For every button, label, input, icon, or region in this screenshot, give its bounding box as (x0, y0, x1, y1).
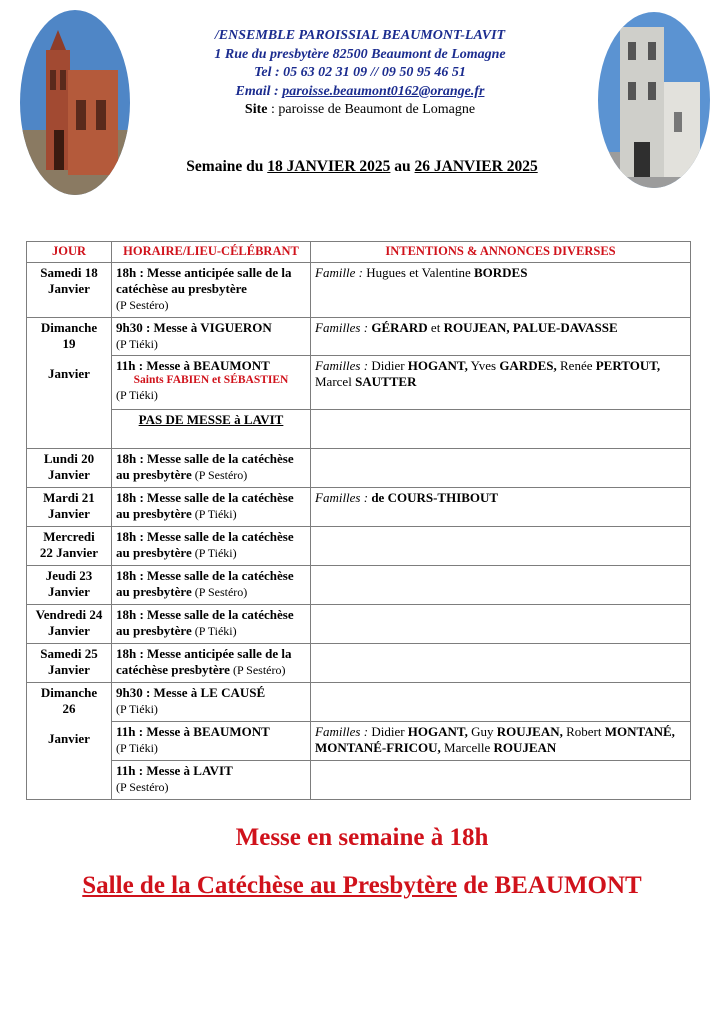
day-label: Dimanche (40, 685, 98, 700)
schedule-cell (112, 356, 311, 410)
day-cell (27, 683, 112, 800)
celebrant: (P Tiéki) (191, 507, 237, 521)
mass-info: 11h : Messe à BEAUMONT (116, 358, 270, 373)
intention-firstname: Marcelle (440, 740, 494, 755)
intention-surname: SAUTTER (355, 374, 417, 389)
schedule-table (26, 241, 691, 800)
mass-info: 11h : Messe à BEAUMONT (116, 724, 270, 739)
celebrant: (P Sestéro) (191, 585, 248, 599)
mass-info: 18h : Messe salle de la catéchèse au presbytère (116, 607, 294, 638)
parish-header (150, 27, 570, 120)
table-row (27, 488, 691, 527)
parish-address: 1 Rue du presbytère 82500 Beaumont de Lomagne (214, 46, 506, 62)
day-cell (27, 644, 112, 683)
table-row (27, 449, 691, 488)
day-label: Samedi 18 (40, 265, 98, 280)
intention-surname: ROUJEAN (493, 740, 557, 755)
celebrant: (P Tiéki) (116, 337, 158, 351)
intention-surname: ROUJEAN, PALUE-DAVASSE (443, 320, 618, 335)
parish-phone: Tel : 05 63 02 31 09 // 09 50 95 46 51 (254, 65, 466, 80)
table-row (27, 263, 691, 318)
intentions-cell (311, 722, 691, 761)
schedule-cell (112, 488, 311, 527)
intentions-cell (311, 263, 691, 318)
schedule-cell (112, 527, 311, 566)
day-label: Lundi 20 (43, 451, 95, 466)
celebrant: (P Tiéki) (116, 741, 158, 755)
day-cell (27, 488, 112, 527)
day-label: Dimanche (40, 320, 98, 335)
weekday-mass-notice: Messe en semaine à 18h (235, 824, 489, 851)
mass-info: 11h : Messe à LAVIT (116, 763, 233, 778)
celebrant: (P Tiéki) (116, 388, 158, 402)
schedule-cell (112, 449, 311, 488)
week-prefix: Semaine du (186, 158, 268, 175)
day-cell (27, 566, 112, 605)
schedule-cell (112, 644, 311, 683)
intention-label: Famille : (315, 265, 364, 280)
email-label: Email : (235, 83, 279, 99)
schedule-cell (112, 761, 311, 800)
intention-surname: GÉRARD (368, 320, 428, 335)
intention-label: Familles : (315, 724, 369, 739)
schedule-cell (112, 722, 311, 761)
table-row (27, 318, 691, 356)
intention-firstname: Guy (467, 724, 497, 739)
day-label: Vendredi 24 (35, 607, 103, 622)
day-month: Janvier (48, 366, 90, 381)
no-mass-notice: PAS DE MESSE à LAVIT (138, 412, 284, 427)
celebrant: (P Tiéki) (191, 546, 237, 560)
day-number: 26 (62, 701, 76, 716)
day-number: 19 (62, 336, 76, 351)
celebrant: (P Sestéro) (191, 468, 248, 482)
day-cell (27, 527, 112, 566)
intentions-cell (311, 605, 691, 644)
intentions-cell (311, 644, 691, 683)
intentions-cell (311, 683, 691, 722)
table-row (27, 644, 691, 683)
intentions-cell (311, 318, 691, 356)
intention-label: Familles : (315, 358, 369, 373)
day-cell (27, 605, 112, 644)
table-row (27, 761, 691, 800)
intentions-cell (311, 566, 691, 605)
table-row (27, 410, 691, 449)
intention-surname: GARDES, (499, 358, 557, 373)
intention-firstname: Robert (562, 724, 605, 739)
mass-info: 18h : Messe salle de la catéchèse au presbytère (116, 568, 294, 599)
mass-info: 18h : Messe anticipée salle de la catéchèse au presbytère (116, 265, 292, 296)
header-intentions: INTENTIONS & ANNONCES DIVERSES (311, 242, 691, 263)
intentions-cell (311, 356, 691, 410)
day-cell (27, 449, 112, 488)
intention-surname: HOGANT, (407, 724, 468, 739)
location-rest: de BEAUMONT (456, 872, 642, 899)
day-month: Janvier (48, 731, 90, 746)
parish-email-line (150, 83, 570, 102)
day-label: Mercredi (43, 529, 95, 544)
table-row (27, 527, 691, 566)
intentions-cell (311, 761, 691, 800)
week-title (0, 158, 724, 176)
mass-info: 9h30 : Messe à LE CAUSÉ (116, 685, 266, 700)
intention-surname: PERTOUT, (595, 358, 661, 373)
intention-names: Hugues et Valentine (363, 265, 474, 280)
intention-firstname: Yves (467, 358, 500, 373)
day-month: Janvier (48, 584, 90, 599)
day-month: Janvier (48, 467, 90, 482)
site-label: Site (244, 102, 268, 117)
intention-connector: et (427, 320, 444, 335)
schedule-cell (112, 410, 311, 449)
table-row (27, 722, 691, 761)
day-cell (27, 263, 112, 318)
intentions-cell (311, 410, 691, 449)
schedule-cell (112, 683, 311, 722)
intention-surname: BORDES (473, 265, 528, 280)
intention-firstname: Didier (368, 358, 408, 373)
mass-info: 18h : Messe salle de la catéchèse au presbytère (116, 451, 294, 482)
email-link[interactable]: paroisse.beaumont0162@orange.fr (282, 83, 485, 99)
schedule-cell (112, 318, 311, 356)
celebrant: (P Sestéro) (229, 663, 286, 677)
table-row (27, 605, 691, 644)
day-month: Janvier (48, 506, 90, 521)
day-month: 22 Janvier (39, 545, 99, 560)
location-underlined: Salle de la Catéchèse au Presbytère (82, 872, 457, 899)
mass-info: 18h : Messe salle de la catéchèse au presbytère (116, 529, 294, 560)
week-middle: au (390, 158, 415, 175)
table-row (27, 356, 691, 410)
day-label: Samedi 25 (40, 646, 98, 661)
celebrant: (P Sestéro) (116, 298, 169, 312)
parish-site-line (150, 101, 570, 120)
header-jour: JOUR (27, 242, 112, 263)
intention-surname: ROUJEAN, (496, 724, 563, 739)
schedule-cell (112, 605, 311, 644)
intention-firstname: Marcel (315, 374, 356, 389)
intentions-cell (311, 449, 691, 488)
intention-surname: MONTANÉ, MONTANÉ-FRICOU, (315, 724, 675, 755)
mass-info: 18h : Messe salle de la catéchèse au presbytère (116, 490, 294, 521)
day-label: Mardi 21 (43, 490, 95, 505)
intentions-cell (311, 527, 691, 566)
week-start: 18 JANVIER 2025 (267, 158, 391, 175)
day-month: Janvier (48, 623, 90, 638)
intention-surname: HOGANT, (407, 358, 468, 373)
day-month: Janvier (48, 662, 90, 677)
intention-firstname: Didier (368, 724, 408, 739)
day-month: Janvier (48, 281, 90, 296)
day-cell (27, 318, 112, 449)
saints-feast: Saints FABIEN et SÉBASTIEN (133, 374, 289, 386)
parish-name: /ENSEMBLE PAROISSIAL BEAUMONT-LAVIT (214, 28, 506, 43)
celebrant: (P Sestéro) (116, 780, 169, 794)
day-label: Jeudi 23 (45, 568, 93, 583)
table-row (27, 566, 691, 605)
intentions-cell (311, 488, 691, 527)
intention-label: Familles : (315, 320, 369, 335)
weekday-mass-location (0, 872, 724, 900)
celebrant: (P Tiéki) (116, 702, 158, 716)
mass-info: 18h : Messe anticipée salle de la catéchèse presbytère (116, 646, 292, 677)
intention-firstname: Renée (556, 358, 596, 373)
table-header-row (27, 242, 691, 263)
site-text: : paroisse de Beaumont de Lomagne (267, 102, 476, 117)
schedule-cell (112, 566, 311, 605)
mass-info: 9h30 : Messe à VIGUERON (116, 320, 272, 335)
celebrant: (P Tiéki) (191, 624, 237, 638)
intention-surname: de COURS-THIBOUT (368, 490, 499, 505)
week-end: 26 JANVIER 2025 (414, 158, 538, 175)
intention-label: Familles : (315, 490, 369, 505)
header-horaire: HORAIRE/LIEU-CÉLÉBRANT (112, 242, 311, 263)
schedule-cell (112, 263, 311, 318)
table-row (27, 683, 691, 722)
